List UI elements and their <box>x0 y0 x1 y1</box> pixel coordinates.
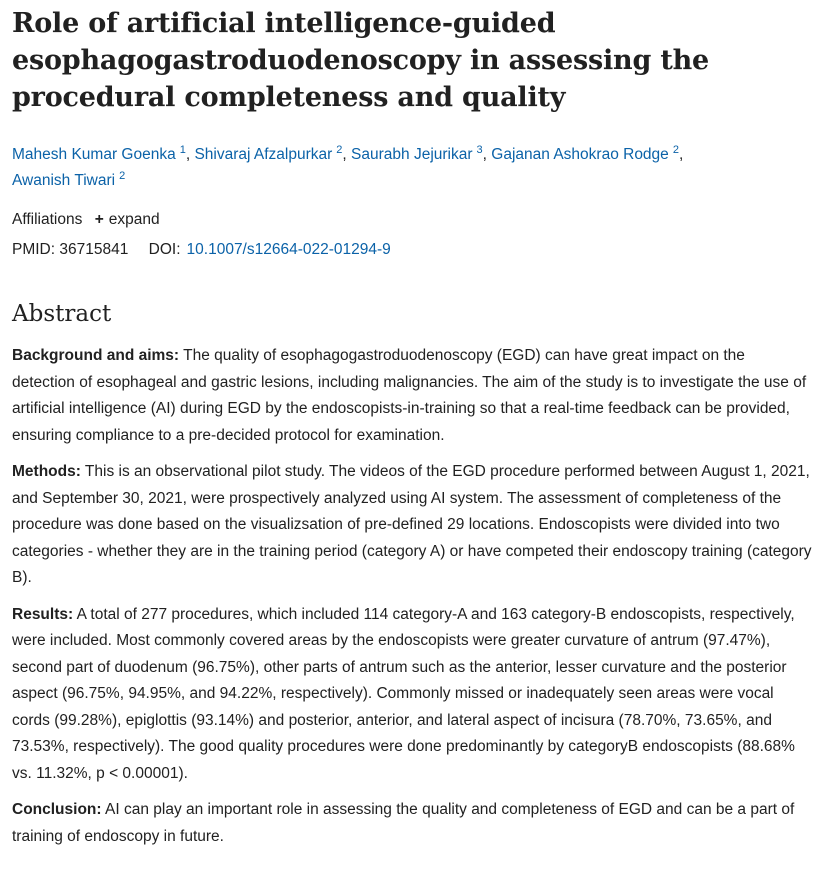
section-text: This is an observational pilot study. The videos of the EGD procedure performed between August 1, 2021, and September 30, 2021, were prospectively analyzed using AI system. The assessment of completeness of the procedure was done based on the visualizsation of pre-defined 29 locations. Endoscopists were divided into two categories - whether they are in the training period (category A) or have competed their endoscopy training (category B). <box>12 463 812 586</box>
author-separator: , <box>342 146 347 163</box>
section-text: The quality of esophagogastroduodenoscopy (EGD) can have great impact on the detection of esophageal and gastric lesions, including malignancies. The aim of the study is to investigate the use of artificial intelligence (AI) during EGD by the endoscopists-in-training so that a real-time feedback can be provided, ensuring compliance to a pre-decided protocol for examination. <box>12 347 807 444</box>
abstract-heading: Abstract <box>12 301 112 327</box>
pmid-value: 36715841 <box>59 241 129 258</box>
affiliations-expand-button[interactable] <box>95 211 160 228</box>
author-separator: , <box>185 146 191 163</box>
section-label: Background and aims: <box>12 347 180 364</box>
author-link[interactable]: Awanish Tiwari <box>12 172 116 189</box>
identifiers-row <box>12 238 391 262</box>
author-separator: , <box>678 146 684 163</box>
section-text: A total of 277 procedures, which included 114 category-A and 163 category-B endoscopists, respectively, were included. Most commonly covered areas by the endoscopists were greater curvature of antrum (97.47%), second part of duodenum (96.75%), other parts of antrum such as the anterior, lesser curvature and the posterior aspect (96.75%, 94.95%, and 94.22%, respectively). Commonly missed or inadequately seen areas were vocal cords (99.28%), epiglottis (93.14%) and posterior, anterior, and lateral aspect of incisura (78.70%, 73.65%, and 73.53%, respectively). The good quality procedures were done predominantly by categoryB endoscopists (88.68% vs. 11.32%, p < 0.00001). <box>12 605 795 782</box>
affiliations-row <box>12 208 160 232</box>
author-link[interactable]: Mahesh Kumar Goenka <box>12 146 176 163</box>
affiliation-ref[interactable]: 3 <box>476 143 483 156</box>
article-title: Role of artificial intelligence-guided esophagogastroduodenoscopy in assessing the procedural completeness and quality <box>12 8 709 113</box>
section-label: Methods: <box>12 463 81 480</box>
author-separator: , <box>482 146 487 163</box>
abstract-body <box>12 343 812 860</box>
affiliation-ref[interactable]: 1 <box>179 143 186 156</box>
abstract-section-methods <box>12 459 812 592</box>
doi-label: DOI: <box>148 241 181 258</box>
doi-link[interactable]: 10.1007/s12664-022-01294-9 <box>186 241 391 258</box>
author-link[interactable]: Gajanan Ashokrao Rodge <box>491 146 669 163</box>
section-label: Conclusion: <box>12 801 102 818</box>
plus-icon: + <box>94 211 104 228</box>
author-link[interactable]: Saurabh Jejurikar <box>351 146 473 163</box>
abstract-section-background <box>12 343 812 449</box>
author-link[interactable]: Shivaraj Afzalpurkar <box>194 146 333 163</box>
affiliation-ref[interactable]: 2 <box>672 143 679 156</box>
affiliation-ref[interactable]: 2 <box>119 169 126 182</box>
author-list <box>12 142 812 194</box>
section-label: Results: <box>12 605 74 623</box>
pmid-label: PMID: <box>12 241 56 258</box>
abstract-section-results <box>12 602 812 788</box>
affiliation-ref[interactable]: 2 <box>336 143 343 156</box>
abstract-section-conclusion <box>12 797 812 850</box>
section-text: AI can play an important role in assessing the quality and completeness of EGD and can be a part of training of endoscopy in future. <box>12 801 795 845</box>
affiliations-label: Affiliations <box>12 211 83 228</box>
expand-label: expand <box>108 211 160 228</box>
